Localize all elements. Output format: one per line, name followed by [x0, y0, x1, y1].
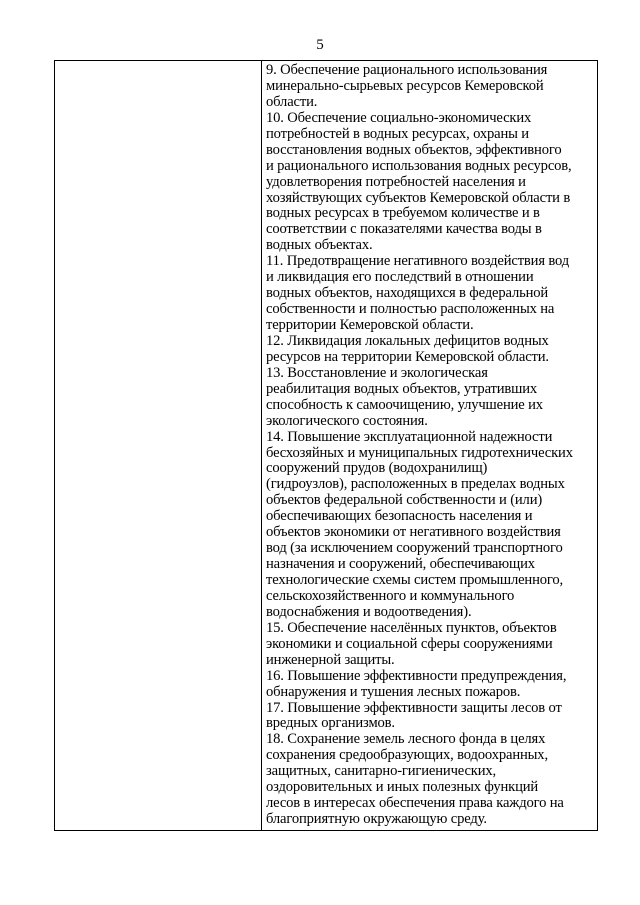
text-line: (гидроузлов), расположенных в пределах водных — [266, 476, 565, 493]
text-line: бесхозяйных и муниципальных гидротехнических — [266, 444, 573, 461]
text-line: объектов федеральной собственности и (или) — [266, 492, 543, 509]
text-line: минерально-сырьевых ресурсов Кемеровской — [266, 77, 544, 94]
text-line: территории Кемеровской области. — [266, 317, 474, 333]
text-line: 18. Сохранение земель лесного фонда в целях — [266, 731, 546, 748]
content-table — [54, 60, 598, 831]
text-line: вод (за исключением сооружений транспортного — [266, 540, 563, 557]
text-line: благоприятную окружающую среду. — [266, 811, 487, 828]
text-line: способность к самоочищению, улучшение их — [266, 396, 543, 413]
text-line: сооружений прудов (водохранилищ) — [266, 460, 488, 477]
text-line: лесов в интересах обеспечения права каждого на — [266, 795, 564, 812]
text-line: водных ресурсах в требуемом количестве и в — [266, 205, 540, 222]
page-number: 5 — [316, 37, 324, 53]
text-line: области. — [266, 93, 318, 110]
text-line: сохранения средообразующих, водоохранных, — [266, 747, 548, 764]
text-line: 11. Предотвращение негативного воздействия вод — [266, 253, 570, 270]
text-line: обеспечивающих безопасность населения и — [266, 508, 533, 525]
text-line: восстановления водных объектов, эффективного — [266, 141, 562, 158]
text-line: сельскохозяйственного и коммунального — [266, 587, 515, 604]
text-line: соответствии с показателями качества воды в — [266, 221, 542, 238]
text-line: 14. Повышение эксплуатационной надежности — [266, 428, 553, 445]
table-row — [55, 61, 598, 831]
text-line: реабилитация водных объектов, утративших — [266, 380, 538, 397]
text-line: технологические схемы систем промышленного, — [266, 572, 564, 588]
text-line: 9. Обеспечение рационального использования — [266, 62, 548, 78]
text-line: инженерной защиты. — [266, 651, 395, 668]
text-line: и ликвидация его последствий в отношении — [266, 269, 534, 286]
text-line: ресурсов на территории Кемеровской области. — [266, 348, 549, 365]
text-line: экономики и социальной сферы сооружениями — [266, 635, 553, 652]
text-line: 16. Повышение эффективности предупреждения, — [266, 667, 567, 684]
text-line: водных объектах. — [266, 237, 373, 254]
text-line: экологического состояния. — [266, 412, 428, 429]
text-line: водных объектов, находящихся в федеральной — [266, 285, 549, 302]
text-line: 17. Повышение эффективности защиты лесов от — [266, 699, 562, 716]
table-cell-right — [262, 61, 598, 831]
text-line: и рационального использования водных ресурсов, — [266, 157, 572, 174]
text-line: защитных, санитарно-гигиенических, — [266, 763, 497, 780]
text-line: собственности и полностью расположенных на — [266, 301, 555, 318]
text-line: хозяйствующих субъектов Кемеровской области в — [266, 189, 571, 206]
text-line: оздоровительных и иных полезных функций — [266, 779, 539, 796]
cell-text-block — [262, 61, 597, 830]
text-line: вредных организмов. — [266, 715, 395, 732]
text-line: назначения и сооружений, обеспечивающих — [266, 556, 535, 573]
text-line: 13. Восстановление и экологическая — [266, 364, 488, 381]
text-line: потребностей в водных ресурсах, охраны и — [266, 125, 529, 142]
text-line: обнаружения и тушения лесных пожаров. — [266, 683, 521, 700]
text-line: 15. Обеспечение населённых пунктов, объектов — [266, 619, 557, 636]
text-line: 10. Обеспечение социально-экономических — [266, 109, 532, 126]
table-cell-left — [55, 61, 262, 831]
text-line: объектов экономики от негативного воздействия — [266, 524, 561, 541]
text-line: 12. Ликвидация локальных дефицитов водных — [266, 332, 549, 349]
text-line: удовлетворения потребностей населения и — [266, 173, 526, 190]
text-line: водоснабжения и водоотведения). — [266, 603, 472, 620]
